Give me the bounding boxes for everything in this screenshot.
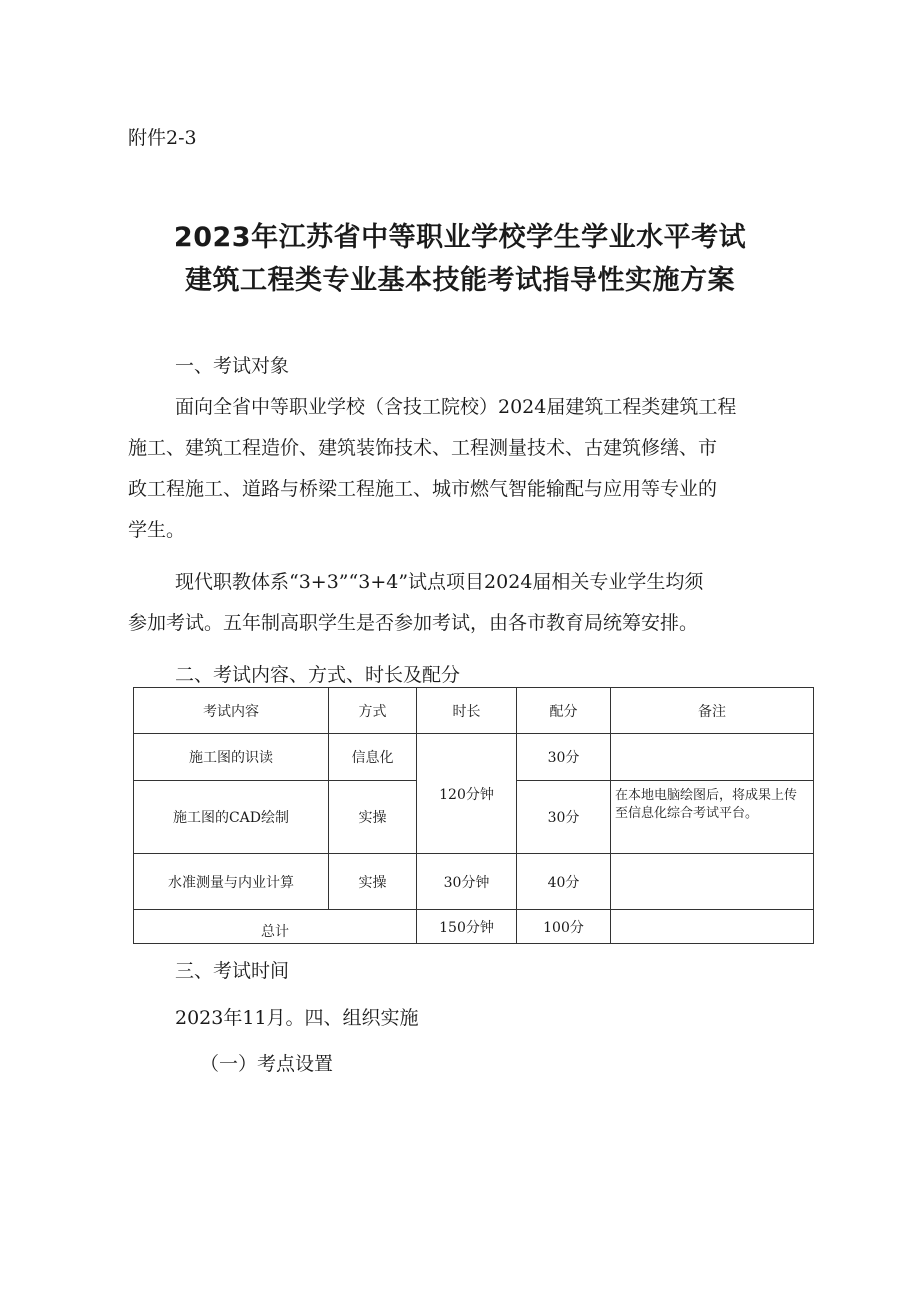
cell-method: 实操 — [329, 854, 417, 910]
cell-note — [611, 854, 814, 910]
total-duration: 150分钟 — [417, 910, 517, 944]
cell-content: 施工图的识读 — [134, 734, 329, 781]
section-1-heading: 一、考试对象 — [175, 355, 290, 377]
section-1-paragraph-1-line-4: 学生。 — [128, 519, 186, 541]
section-3-heading: 三、考试时间 — [175, 960, 290, 982]
cell-content: 施工图的CAD绘制 — [134, 781, 329, 854]
section-4-subheading: （一）考点设置 — [200, 1053, 334, 1075]
section-1-paragraph-1-line-1: 面向全省中等职业学校（含技工院校）2024届建筑工程类建筑工程 — [175, 396, 737, 418]
table-row — [134, 734, 814, 781]
section-1-paragraph-2-line-2: 参加考试。五年制高职学生是否参加考试，由各市教育局统筹安排。 — [128, 612, 699, 634]
total-label: 总计 — [134, 910, 417, 944]
table-header-row — [134, 688, 814, 734]
cell-duration: 30分钟 — [417, 854, 517, 910]
cell-score: 30分 — [517, 781, 611, 854]
cell-note — [611, 734, 814, 781]
header-duration: 时长 — [417, 688, 517, 734]
header-score: 配分 — [517, 688, 611, 734]
section-1-paragraph-1-line-2: 施工、建筑工程造价、建筑装饰技术、工程测量技术、古建筑修缮、市 — [128, 437, 718, 459]
total-score: 100分 — [517, 910, 611, 944]
cell-duration: 120分钟 — [417, 734, 517, 854]
cell-method: 信息化 — [329, 734, 417, 781]
table-total-row — [134, 910, 814, 944]
cell-method: 实操 — [329, 781, 417, 854]
cell-content: 水准测量与内业计算 — [134, 854, 329, 910]
exam-table — [133, 687, 814, 944]
document-title-line-1: 2023年江苏省中等职业学校学生学业水平考试 — [173, 222, 747, 253]
section-3-text: 2023年11月。四、组织实施 — [175, 1007, 419, 1029]
section-2-heading: 二、考试内容、方式、时长及配分 — [175, 664, 461, 686]
header-content: 考试内容 — [134, 688, 329, 734]
header-note: 备注 — [611, 688, 814, 734]
cell-score: 40分 — [517, 854, 611, 910]
document-title-line-2: 建筑工程类专业基本技能考试指导性实施方案 — [185, 265, 735, 296]
section-1-paragraph-1-line-3: 政工程施工、道路与桥梁工程施工、城市燃气智能输配与应用等专业的 — [128, 478, 718, 500]
attachment-label: 附件2-3 — [128, 127, 197, 149]
header-method: 方式 — [329, 688, 417, 734]
section-1-paragraph-2-line-1: 现代职教体系“3+3”“3+4”试点项目2024届相关专业学生均须 — [175, 571, 704, 593]
table-row — [134, 854, 814, 910]
total-note — [611, 910, 814, 944]
cell-note: 在本地电脑绘图后，将成果上传至信息化综合考试平台。 — [611, 781, 814, 854]
cell-score: 30分 — [517, 734, 611, 781]
